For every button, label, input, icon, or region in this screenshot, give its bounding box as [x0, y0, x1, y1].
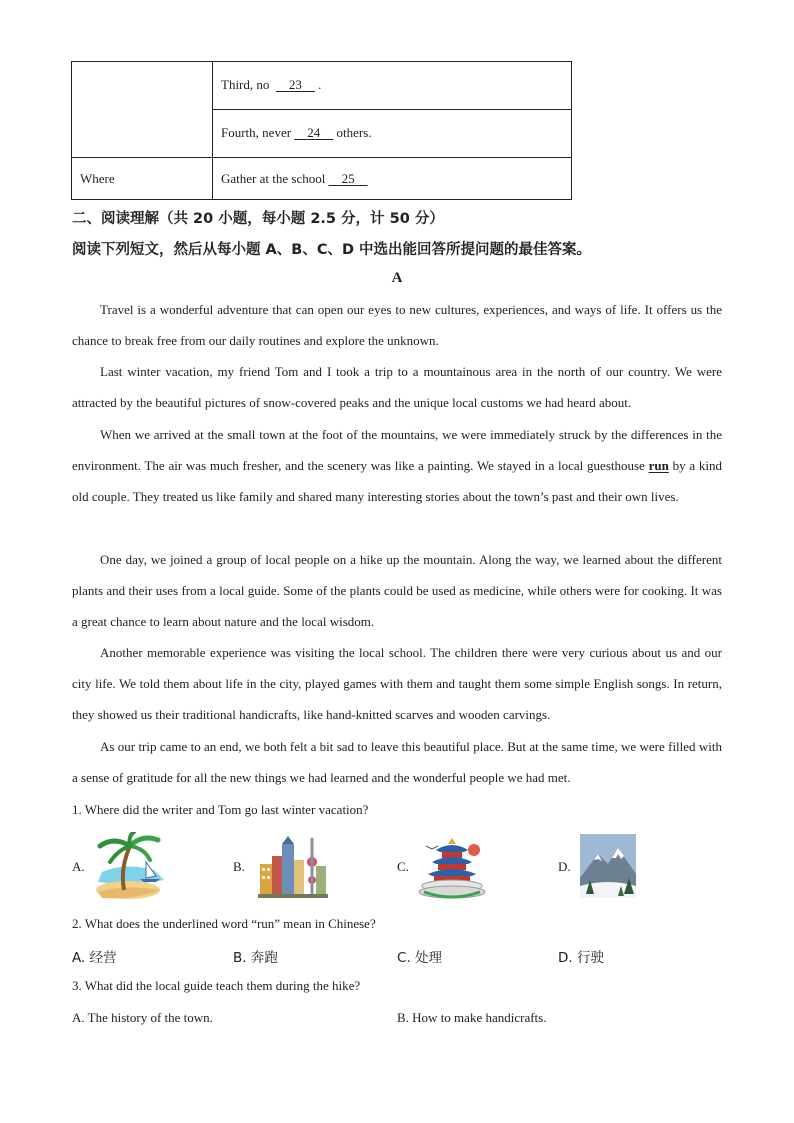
schedule-table [71, 61, 572, 200]
blank-25: 25 [341, 171, 355, 186]
paragraph-3: When we arrived at the small town at the foot of the mountains, we were immediately struck by the differences in the environment. The air was much fresher, and the scenery was like a painting. We stayed in a local guesthouse run by a kind old couple. They treated us like family and shared many interesting stories about the town’s past and their own lives. [72, 427, 722, 504]
snowy-mountain-icon [580, 834, 636, 898]
q1-option-c[interactable]: C. [397, 859, 409, 874]
table-cell-where: Where [80, 171, 115, 186]
paragraph-2: Last winter vacation, my friend Tom and I took a trip to a mountainous area in the north of our country. We were attracted by the beautiful pictures of snow-covered peaks and the unique local customs we had heard about. [72, 364, 722, 410]
table-cell-fourth: Fourth, never 24 others. [221, 125, 372, 140]
q1-option-b[interactable]: B. [233, 859, 245, 874]
paragraph-1: Travel is a wonderful adventure that can open our eyes to new cultures, experiences, and ways of life. It offers us the chance to break free from our daily routines and explore the unknown. [72, 302, 722, 348]
question-1: 1. Where did the writer and Tom go last winter vacation? [72, 802, 369, 817]
paragraph-4: One day, we joined a group of local people on a hike up the mountain. Along the way, we learned about the different plants and their uses from a local guide. Some of the plants could be used as medicine, while others were for cooking. It was a great chance to learn about nature and the local wisdom. [72, 552, 722, 629]
q3-option-a[interactable]: A. The history of the town. [72, 1010, 213, 1025]
question-2: 2. What does the underlined word “run” mean in Chinese? [72, 916, 376, 931]
underlined-word-run: run [648, 458, 669, 473]
paragraph-5: Another memorable experience was visiting the local school. The children there were very curious about us and our city life. We told them about life in the city, played games with them and taught them some simple English songs. In return, they showed us their traditional handicrafts, like hand-knitted scarves and wooden carvings. [72, 645, 722, 722]
table-border-bottom [71, 199, 572, 200]
table-cell-third: Third, no 23 . [221, 77, 322, 92]
beach-palm-icon [94, 832, 168, 900]
paragraph-6: As our trip came to an end, we both felt a bit sad to leave this beautiful place. But at the same time, we were filled with a sense of gratitude for all the new things we had learned and the wonderful people we had met. [72, 739, 722, 785]
q1-option-d[interactable]: D. [558, 859, 571, 874]
q2-option-a[interactable]: A. 经营 [72, 950, 117, 966]
table-border-top [71, 61, 572, 62]
section-instruction: 阅读下列短文，然后从每小题 A、B、C、D 中选出能回答所提问题的最佳答案。 [72, 242, 592, 258]
q2-option-c[interactable]: C. 处理 [397, 950, 443, 966]
question-3: 3. What did the local guide teach them during the hike? [72, 978, 361, 993]
passage-label: A [391, 270, 403, 286]
table-divider [212, 109, 572, 110]
blank-24: 24 [307, 125, 321, 140]
q2-option-b[interactable]: B. 奔跑 [233, 950, 278, 966]
q1-option-a[interactable]: A. [72, 859, 85, 874]
table-border-left [71, 61, 72, 200]
table-column-divider [212, 61, 213, 200]
temple-of-heaven-icon [418, 836, 486, 900]
q2-option-d[interactable]: D. 行驶 [558, 950, 604, 966]
city-skyline-icon [258, 836, 328, 898]
blank-23: 23 [288, 77, 302, 92]
table-border-right [571, 61, 572, 200]
section-heading: 二、阅读理解（共 20 小题，每小题 2.5 分，计 50 分） [72, 211, 444, 227]
q3-option-b[interactable]: B. How to make handicrafts. [397, 1010, 547, 1025]
table-divider [71, 157, 572, 158]
table-cell-gather: Gather at the school 25 [221, 171, 368, 187]
